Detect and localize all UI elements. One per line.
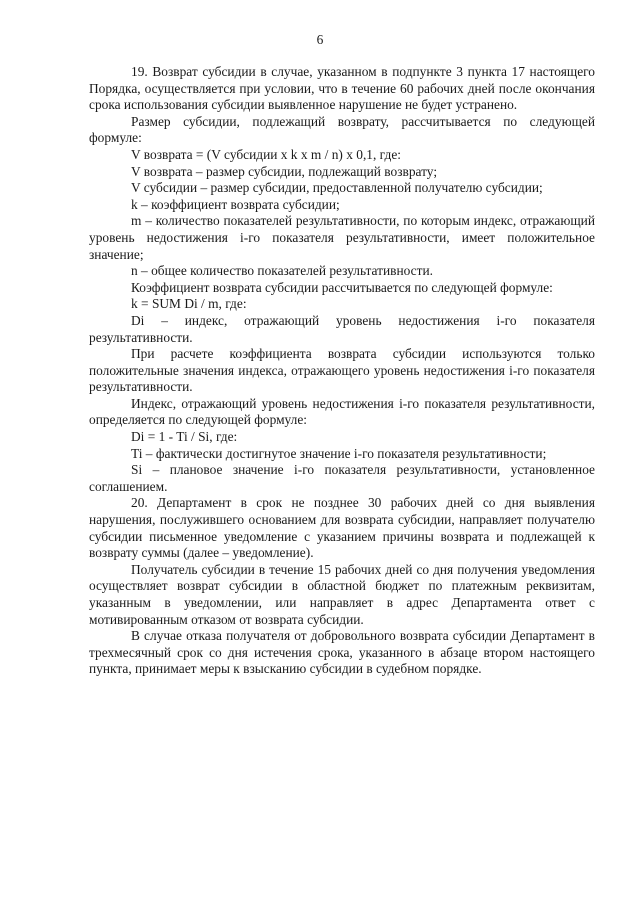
formula-index: Di = 1 - Ti / Si, где: bbox=[131, 429, 238, 445]
paragraph-positive-values: При расчете коэффициента возврата субсидии используются только положительные значения индекса, отражающего уровень недостижения i-го показателя результативности. bbox=[89, 346, 595, 395]
formula-coefficient: k = SUM Di / m, где: bbox=[131, 296, 247, 312]
definition-di: Di – индекс, отражающий уровень недостижения i-го показателя результативности. bbox=[89, 312, 595, 345]
paragraph-index-intro: Индекс, отражающий уровень недостижения i-го показателя результативности, определяется по следующей формуле: bbox=[89, 395, 595, 428]
formula-return-amount: V возврата = (V субсидии x k x m / n) x 0,1, где: bbox=[131, 146, 401, 162]
definition-k: k – коэффициент возврата субсидии; bbox=[131, 196, 340, 212]
definition-v-subsidy: V субсидии – размер субсидии, предоставленной получателю субсидии; bbox=[131, 180, 543, 196]
definition-si: Si – плановое значение i-го показателя результативности, установленное соглашением. bbox=[89, 462, 595, 494]
page-number: 6 bbox=[316, 32, 324, 47]
definition-m: m – количество показателей результативности, по которым индекс, отражающий уровень недостижения i-го показателя результативности, имеет положительное значение; bbox=[89, 213, 595, 262]
document-body bbox=[89, 64, 595, 678]
definition-ti: Ti – фактически достигнутое значение i-го показателя результативности; bbox=[131, 445, 547, 461]
paragraph-refusal-recovery: В случае отказа получателя от добровольного возврата субсидии Департамент в трехмесячный срок со дня истечения срока, указанного в абзаце втором настоящего пункта, принимает меры к взысканию субсидии в судебном порядке. bbox=[89, 628, 595, 677]
paragraph-return-size-intro: Размер субсидии, подлежащий возврату, рассчитывается по следующей формуле: bbox=[89, 113, 595, 146]
definition-n: n – общее количество показателей результативности. bbox=[131, 263, 433, 279]
paragraph-20-notification: 20. Департамент в срок не позднее 30 рабочих дней со дня выявления нарушения, послужившего основанием для возврата субсидии, направляет получателю субсидии письменное уведомление с указанием причины возврата и подлежащей к возврату суммы (далее – уведомление). bbox=[89, 495, 595, 561]
paragraph-coefficient-intro: Коэффициент возврата субсидии рассчитывается по следующей формуле: bbox=[131, 279, 553, 295]
paragraph-recipient-return: Получатель субсидии в течение 15 рабочих дней со дня получения уведомления осуществляет возврат субсидии в областной бюджет по платежным реквизитам, указанным в уведомлении, или направляет в адрес Департамента ответ с мотивированным отказом от возврата субсидии. bbox=[89, 561, 595, 627]
paragraph-19-return-conditions: 19. Возврат субсидии в случае, указанном в подпункте 3 пункта 17 настоящего Порядка, осуществляется при условии, что в течение 60 рабочих дней после окончания срока использования субсидии выявленное нарушение не будет устранено. bbox=[89, 64, 595, 113]
definition-v-return: V возврата – размер субсидии, подлежащий возврату; bbox=[131, 163, 438, 179]
